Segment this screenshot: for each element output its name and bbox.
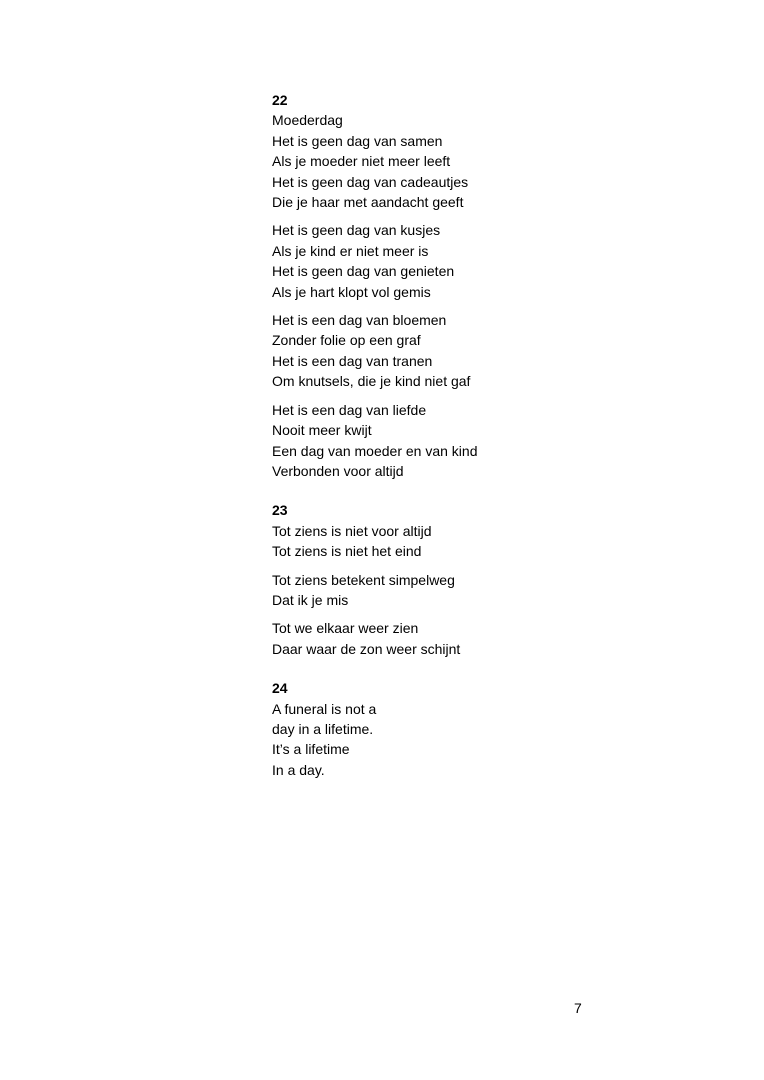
stanza — [272, 220, 692, 302]
poem-line: Dat ik je mis — [272, 591, 349, 608]
stanza — [272, 521, 692, 562]
poem-line: Zonder folie op een graf — [272, 332, 421, 349]
poem-number: 23 — [272, 502, 288, 519]
poem-24 — [272, 678, 692, 780]
poem-number: 24 — [272, 680, 288, 697]
poem-line: Tot ziens betekent simpelweg — [272, 571, 455, 588]
page-number: 7 — [574, 1000, 582, 1016]
poem-line: Het is een dag van bloemen — [272, 312, 447, 329]
poem-line: day in a lifetime. — [272, 720, 374, 737]
stanza — [272, 400, 692, 482]
poem-line: Die je haar met aandacht geeft — [272, 194, 464, 211]
poem-line: Als je moeder niet meer leeft — [272, 153, 451, 170]
poem-line: In a day. — [272, 761, 325, 778]
poem-line: Het is geen dag van genieten — [272, 263, 455, 280]
page-content — [272, 90, 692, 780]
stanza — [272, 618, 692, 659]
poem-title: Moederdag — [272, 112, 343, 129]
poem-line: A funeral is not a — [272, 700, 377, 717]
poem-line: Verbonden voor altijd — [272, 462, 404, 479]
stanza — [272, 110, 692, 212]
poem-22 — [272, 90, 692, 481]
poem-line: Het is een dag van liefde — [272, 401, 427, 418]
poem-number: 22 — [272, 92, 288, 108]
poem-line: Als je hart klopt vol gemis — [272, 283, 431, 300]
stanza — [272, 310, 692, 392]
stanza — [272, 699, 692, 781]
poem-line: Nooit meer kwijt — [272, 422, 372, 439]
poem-line: Tot ziens is niet het eind — [272, 543, 422, 560]
poem-line: It’s a lifetime — [272, 741, 350, 758]
poem-23 — [272, 500, 692, 659]
poem-line: Het is geen dag van kusjes — [272, 222, 441, 239]
poem-line: Het is een dag van tranen — [272, 352, 433, 369]
poem-line: Het is geen dag van cadeautjes — [272, 173, 469, 190]
poem-line: Om knutsels, die je kind niet gaf — [272, 373, 471, 390]
poem-line: Tot ziens is niet voor altijd — [272, 522, 432, 539]
poem-line: Het is geen dag van samen — [272, 132, 443, 149]
poem-line: Een dag van moeder en van kind — [272, 442, 478, 459]
poem-line: Als je kind er niet meer is — [272, 242, 429, 259]
poem-line: Daar waar de zon weer schijnt — [272, 640, 461, 657]
poem-line: Tot we elkaar weer zien — [272, 620, 419, 637]
stanza — [272, 570, 692, 611]
